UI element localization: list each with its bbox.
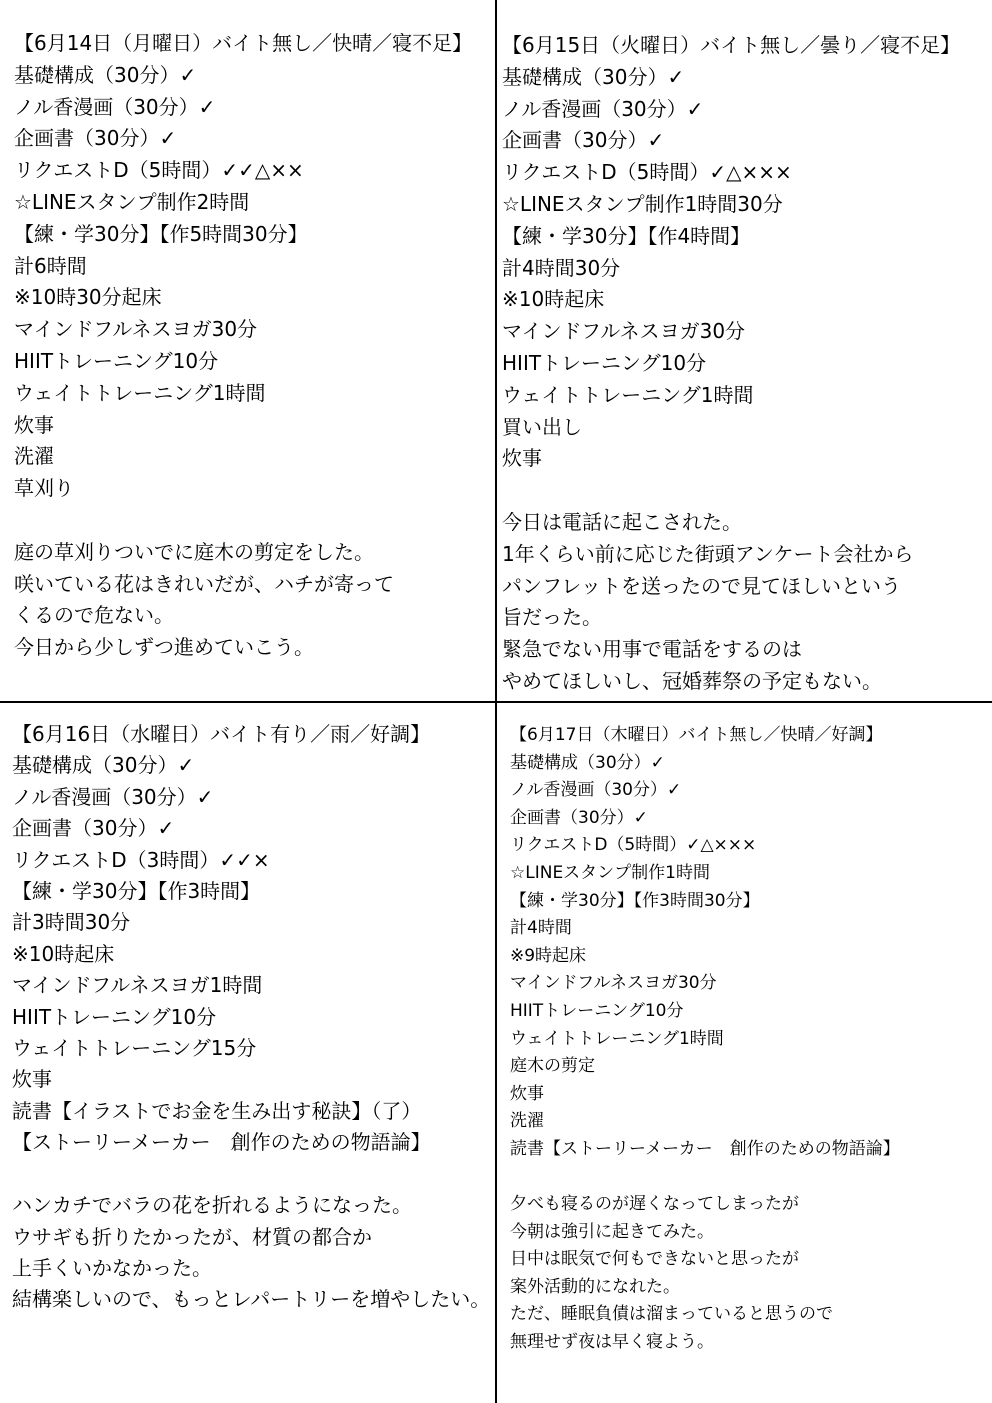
entry-line: 企画書（30分）✓ — [12, 816, 175, 841]
entry-line: ※9時起床 — [510, 945, 587, 966]
entry-line — [502, 475, 960, 507]
entry-line: マインドフルネスヨガ30分 — [14, 317, 258, 342]
entry-line: HIITトレーニング10分 — [14, 348, 219, 373]
entry-line: 企画書（30分）✓ — [510, 807, 648, 828]
diary-entry-june15 — [502, 30, 960, 698]
entry-line: 旨だった。 — [502, 605, 602, 630]
entry-line: 咲いている花はきれいだが、ハチが寄って — [14, 571, 394, 596]
entry-line: 今日から少しずつ進めていこう。 — [14, 635, 314, 660]
entry-line: 【練・学30分】【作3時間】 — [12, 879, 261, 904]
entry-heading: 【6月15日（火曜日）バイト無し／曇り／寝不足】 — [502, 33, 961, 57]
entry-line: マインドフルネスヨガ30分 — [502, 319, 746, 344]
entry-heading: 【6月16日（水曜日）バイト有り／雨／好調】 — [12, 722, 431, 746]
entry-line: 基礎構成（30分）✓ — [14, 62, 197, 87]
entry-line: やめてほしいし、冠婚葬祭の予定もない。 — [502, 668, 882, 693]
vertical-divider-bottom — [495, 702, 497, 1403]
entry-line: リクエストD（5時間）✓△××× — [502, 160, 792, 185]
entry-line: HIITトレーニング10分 — [502, 350, 707, 375]
entry-line: 日中は眠気で何もできないと思ったが — [510, 1249, 799, 1270]
entry-line: 庭の草刈りついでに庭木の剪定をした。 — [14, 539, 374, 564]
entry-line: ただ、睡眠負債は溜まっていると思うので — [510, 1304, 833, 1325]
entry-line: 読書【ストーリーメーカー 創作のための物語論】 — [510, 1138, 900, 1159]
entry-line: 結構楽しいので、もっとレパートリーを増やしたい。 — [12, 1287, 491, 1312]
entry-line: 炊事 — [12, 1067, 52, 1092]
entry-line: リクエストD（5時間）✓△××× — [510, 835, 757, 856]
entry-line: 炊事 — [502, 446, 542, 471]
entry-line: 今日は電話に起こされた。 — [502, 509, 742, 534]
entry-line: 草刈り — [14, 476, 74, 501]
entry-heading: 【6月17日（木曜日）バイト無し／快晴／好調】 — [510, 725, 883, 745]
entry-line: ウェイトトレーニング1時間 — [502, 382, 754, 407]
entry-line: 【練・学30分】【作4時間】 — [502, 223, 751, 248]
entry-line: 案外活動的になれた。 — [510, 1276, 680, 1297]
entry-line: 1年くらい前に応じた街頭アンケート会社から — [502, 541, 914, 566]
entry-heading: 【6月14日（月曜日）バイト無し／快晴／寝不足】 — [14, 31, 473, 55]
entry-line: ※10時起床 — [502, 287, 605, 312]
entry-line: 計4時間 — [510, 918, 572, 939]
entry-line: 読書【イラストでお金を生み出す秘訣】（了） — [12, 1098, 422, 1123]
entry-line: ノル香漫画（30分）✓ — [502, 96, 704, 121]
entry-line — [12, 1159, 490, 1190]
entry-line: 企画書（30分）✓ — [14, 126, 177, 151]
entry-line: ウサギも折りたかったが、材質の都合か — [12, 1224, 372, 1249]
diary-entry-june14 — [14, 28, 472, 664]
entry-line: ハンカチでバラの花を折れるようになった。 — [12, 1193, 412, 1218]
entry-line: マインドフルネスヨガ30分 — [510, 973, 717, 994]
entry-line: 無理せず夜は早く寝よう。 — [510, 1332, 714, 1353]
entry-line: パンフレットを送ったので見てほしいという — [502, 573, 901, 598]
entry-line: 買い出し — [502, 414, 582, 439]
entry-line: ウェイトトレーニング15分 — [12, 1036, 257, 1061]
entry-line: 基礎構成（30分）✓ — [510, 752, 665, 773]
entry-line: HIITトレーニング10分 — [510, 1000, 684, 1021]
entry-line: ☆LINEスタンプ制作2時間 — [14, 189, 250, 214]
entry-line: ※10時起床 — [12, 941, 115, 966]
entry-line: 今朝は強引に起きてみた。 — [510, 1221, 714, 1242]
entry-line: くるので危ない。 — [14, 603, 174, 628]
entry-line: マインドフルネスヨガ1時間 — [12, 973, 263, 998]
entry-line: 基礎構成（30分）✓ — [502, 64, 685, 89]
entry-line: 洗濯 — [14, 444, 54, 469]
entry-line: 基礎構成（30分）✓ — [12, 753, 195, 778]
entry-line: リクエストD（5時間）✓✓△×× — [14, 158, 304, 183]
entry-line: 計6時間 — [14, 253, 87, 278]
entry-line: 【ストーリーメーカー 創作のための物語論】 — [12, 1130, 431, 1155]
entry-line: HIITトレーニング10分 — [12, 1004, 217, 1029]
entry-line: 計3時間30分 — [12, 910, 131, 935]
diary-entry-june17 — [510, 722, 900, 1357]
entry-line: ウェイトトレーニング1時間 — [14, 380, 266, 405]
entry-line — [14, 505, 472, 537]
entry-line: ☆LINEスタンプ制作1時間 — [510, 862, 710, 883]
entry-line: 洗濯 — [510, 1111, 544, 1132]
diary-entry-june16 — [12, 719, 490, 1316]
entry-line: 計4時間30分 — [502, 255, 621, 280]
entry-line: ノル香漫画（30分）✓ — [510, 780, 682, 801]
entry-line — [510, 1164, 900, 1192]
entry-line: ☆LINEスタンプ制作1時間30分 — [502, 191, 783, 216]
entry-line: ノル香漫画（30分）✓ — [12, 784, 214, 809]
entry-line: 緊急でない用事で電話をするのは — [502, 637, 802, 662]
entry-line: 庭木の剪定 — [510, 1056, 595, 1077]
entry-line: 企画書（30分）✓ — [502, 128, 665, 153]
entry-line: 上手くいかなかった。 — [12, 1255, 212, 1280]
entry-line: 夕べも寝るのが遅くなってしまったが — [510, 1194, 799, 1215]
entry-line: 炊事 — [14, 412, 54, 437]
entry-line: ウェイトトレーニング1時間 — [510, 1028, 724, 1049]
entry-line: リクエストD（3時間）✓✓× — [12, 847, 270, 872]
entry-line: ※10時30分起床 — [14, 285, 162, 310]
entry-line: 【練・学30分】【作3時間30分】 — [510, 890, 760, 911]
entry-line: 炊事 — [510, 1083, 544, 1104]
vertical-divider-top — [495, 0, 497, 702]
entry-line: ノル香漫画（30分）✓ — [14, 94, 216, 119]
entry-line: 【練・学30分】【作5時間30分】 — [14, 221, 308, 246]
